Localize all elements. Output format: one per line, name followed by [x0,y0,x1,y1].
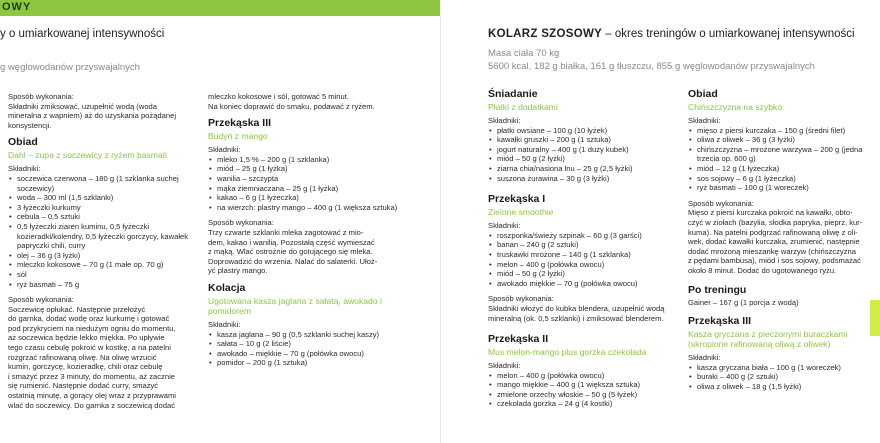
title-rest: – okres treningów o umiarkowanej intensywności [602,28,855,40]
meal-heading: Obiad [8,136,38,149]
post-training-line: Gainer – 167 g (1 porcja z wodą) [688,297,799,307]
list-item: • czekolada gorzka – 24 g (4 kostki) [497,399,676,409]
method-text [208,228,404,276]
text-line: Na koniec doprawić do smaku, podawać z ryżem. [208,101,375,111]
method-text [688,208,870,275]
list-item: • truskawki mrożone – 140 g (1 szklanka) [497,250,676,260]
list-item: • kawałki gruszki – 200 g (1 sztuka) [497,135,676,145]
list-item: • chińszczyzna – mrożone warzywa – 200 g (jedna trzecia op. 600 g) [697,145,870,164]
page-divider [440,16,441,443]
list-item: • oliwa z oliwek – 18 g (1,5 łyżki) [697,382,870,392]
list-item: • 3 łyżeczki kurkumy [17,203,204,213]
right-meta [488,47,815,73]
list-item: • mango miękkie – 400 g (1 większa sztuka) [497,380,676,390]
method-text [8,305,204,411]
text-line: mineralną (ok. 0,5 szklanki) i zmiksować blenderem. [488,313,664,323]
text-line: i smażyć przez 3 minuty, do momentu, aż zacznie [8,371,175,381]
text-line: kuma). Na patelni podgrzać rafinowaną oliwę z oli- [688,227,858,237]
list-item: • ziarna chia/nasiona lnu – 25 g (2,5 łyżki) [497,164,676,174]
ingredients-label: Składniki: [8,164,41,174]
text-line: aż soczewica będzie lekko miękka. Po upływie [8,333,165,343]
ingredient-list [488,126,676,184]
text-line: Składniki zmiksować, uzupełnić wodą (woda [8,101,157,111]
ingredients-label: Składniki: [208,319,241,329]
list-item: • mleczko kokosowe – 70 g (1 małe op. 70 g) [17,260,204,270]
ingredient-list [488,371,676,409]
dish-name: Budyń z mango [208,131,268,142]
text-line: pod przykryciem na niedużym ogniu do momentu, [8,323,176,333]
ingredients-label: Składniki: [688,353,721,363]
list-item: • awokado miękkie – 70 g (połówka owocu) [497,279,676,289]
meta-line: 5600 kcal, 182 g białka, 161 g tłuszczu, 855 g węglowodanów przyswajalnych [488,61,815,72]
ingredients-label: Składniki: [488,221,521,231]
meal-heading: Przekąska III [208,117,272,130]
list-item: • miód – 25 g (1 łyżka) [217,164,404,174]
list-item: • na wierzch: plastry mango – 400 g (1 większa sztuka) [217,203,404,213]
ingredients-label: Składniki: [208,145,241,155]
text-line: się rumienić. Następnie dodać curry, smażyć [8,381,159,391]
list-item: • oliwa z oliwek – 36 g (3 łyżki) [697,135,870,145]
list-item: • suszona żurawina – 30 g (3 łyżki) [497,174,676,184]
text-line: tego czasu cebulę pokroić w kostkę, a na patelni [8,343,171,353]
text-line: yć plastry mango. [208,266,268,276]
edge-tab [870,300,880,336]
ingredient-list [8,174,204,289]
meal-heading: Śniadanie [488,88,538,100]
list-item: • buraki – 400 g (2 sztuki) [697,372,870,382]
list-item: • płatki owsiane – 100 g (10 łyżek) [497,126,676,136]
list-item: • woda – 300 ml (1,5 szklanki) [17,193,204,203]
list-item: • jogurt naturalny – 400 g (1 duży kubek) [497,145,676,155]
list-item: • sałata – 10 g (2 liście) [217,339,404,349]
ingredient-list [208,155,404,213]
left-column-1 [8,92,204,410]
ingredient-list [208,330,404,368]
text-line: Doprowadzić do wrzenia. Nalać do salaterki. Ułoż- [208,256,378,266]
right-title [488,28,855,40]
list-item: • olej – 36 g (3 łyżki) [17,251,204,261]
list-item: • awokado – miękkie – 70 g (połówka owocu) [217,349,404,359]
dish-name: Chińszczyzna na szybko [688,102,783,112]
text-line: do garnka, dodać wodę oraz kurkumę i gotować [8,314,170,324]
method-label: Sposób wykonania: [8,295,74,305]
text-line: mineralna z wapniem) aż do uzyskania pożądanej [8,111,177,121]
list-item: • melon – 400 g (połówka owocu) [497,371,676,381]
list-item: • miód – 50 g (2 łyżki) [497,269,676,279]
ingredients-label: Składniki: [488,116,521,125]
list-item: • cebula – 0,5 sztuki [17,212,204,222]
list-item: • kasza gryczana biała – 100 g (1 woreczek) [697,363,870,373]
meal-heading: Przekąska I [488,193,546,206]
list-item: • melon – 400 g (połówka owocu) [497,260,676,270]
text-line: wek, dodać kawałki kurczaka, zrumienić, następnie [688,237,860,247]
left-meta: g węglowodanów przyswajalnych [0,62,140,73]
list-item: • wanilia – szczypta [217,174,404,184]
ingredient-list [688,126,870,193]
list-item: • 0,5 łyżeczki ziaren kuminu, 0,5 łyżeczki kozieradki/kolendry, 0,5 łyżeczki gorczycy, kawałek papryczki chili, curry [17,222,204,251]
prep-label: Sposób wykonania: [8,92,74,101]
prep-text [8,102,204,131]
ingredient-list [488,231,676,289]
text-line: czyć w ziołach (bazylia, słodka papryka, pieprz, kur- [688,217,863,227]
right-column-1 [488,82,676,409]
text-line: wlać do soczewicy. Do garnka z soczewicą dodać [8,400,175,410]
list-item: • ryż basmati – 100 g (1 woreczek) [697,183,870,193]
dish-name: Płatki z dodatkami [488,102,558,112]
method-label: Sposób wykonania: [488,294,554,304]
text-line: z pędami bambusa), miód i sos sojowy, podsmażać [688,256,861,266]
dish-name: Kasza gryczana z pieczonymi buraczkami (skropione rafinowaną oliwą z oliwek) [688,329,848,350]
text-line: Soczewicę opłukać. Następnie przełożyć [8,304,146,314]
right-column-2 [688,82,870,391]
list-item: • miód – 12 g (1 łyżeczka) [697,164,870,174]
list-item: • sól [17,270,204,280]
meal-heading: Obiad [688,88,718,100]
text-line: Mięso z piersi kurczaka pokroić na kawałki, obto- [688,208,853,218]
method-label: Sposób wykonania: [208,218,274,228]
meal-heading: Przekąska II [488,333,549,346]
list-item: • ryż basmati – 75 g [17,280,204,290]
text-line: konsystencji. [8,120,52,130]
list-item: • banan – 240 g (2 sztuki) [497,240,676,250]
text-line: mleczko kokosowe i sól, gotować 5 minut. [208,92,349,101]
list-item: • mleko 1,5 % – 200 g (1 szklanka) [217,155,404,165]
title-bold: KOLARZ SZOSOWY [488,28,603,40]
text-line: około 8 minut. Dodać do ugotowanego ryżu. [688,265,837,275]
text-line: rozgrzać rafinowaną oliwę. Na oliwę wrzucić [8,352,157,362]
text-line: ostatnią minutę, a gorący olej wraz z przyprawami [8,391,176,401]
list-item: • kasza jaglana – 90 g (0,5 szklanki suchej kaszy) [217,330,404,340]
header-bar [0,0,440,16]
list-item: • kakao – 6 g (1 łyżeczka) [217,193,404,203]
meal-heading: Kolacja [208,281,246,294]
dish-name: Zielone smoothie [488,207,554,218]
ingredient-list [688,363,870,392]
list-item: • sos sojowy – 6 g (1 łyżeczka) [697,174,870,184]
ingredients-label: Składniki: [488,361,521,371]
meal-heading: Po treningu [688,283,747,296]
left-subtitle: y o umiarkowanej intensywności [0,28,165,40]
list-item: • roszponka/świeży szpinak – 60 g (3 garści) [497,231,676,241]
list-item: • miód – 50 g (2 łyżki) [497,154,676,164]
header-word: OWY [2,1,32,13]
list-item: • pomidor – 200 g (1 sztuka) [217,358,404,368]
meta-line: Masa ciała 70 kg [488,48,560,59]
text-line: z mąką. Wlać ostrożnie do gotującego się mleka. [208,247,373,257]
meal-heading: Przekąska III [688,315,752,328]
text-line: kumin, gorczycę, kozieradkę, chili oraz cebulę [8,362,163,372]
list-item: • soczewica czerwona – 180 g (1 szklanka suchej soczewicy) [17,174,204,193]
list-item: • mąka ziemniaczana – 25 g (1 łyżka) [217,184,404,194]
list-item: • zmielone orzechy włoskie – 50 g (5 łyżek) [497,390,676,400]
list-item: • mięso z piersi kurczaka – 150 g (średni filet) [697,126,870,136]
text-line: dodać mrożoną mieszankę warzyw (chińszczyzna [688,246,856,256]
text-line: Trzy czwarte szklanki mleka zagotować z mio- [208,227,364,237]
method-label: Sposób wykonania: [688,198,754,208]
dish-name: Dahl – zupa z soczewicy z ryżem basmati [8,150,168,161]
text-line: dem, kakao i wanilią. Pozostałą część wymieszać [208,237,375,247]
dish-name: Ugotowana kasza jaglana z sałatą, awokado i pomidorem [208,295,382,316]
left-column-2 [208,92,404,368]
text-line: Składniki włożyć do kubka blendera, uzupełnić wodą [488,303,665,313]
dish-name: Mus melon-mango plus gorzka czekolada [488,347,647,358]
ingredients-label: Składniki: [688,116,721,125]
